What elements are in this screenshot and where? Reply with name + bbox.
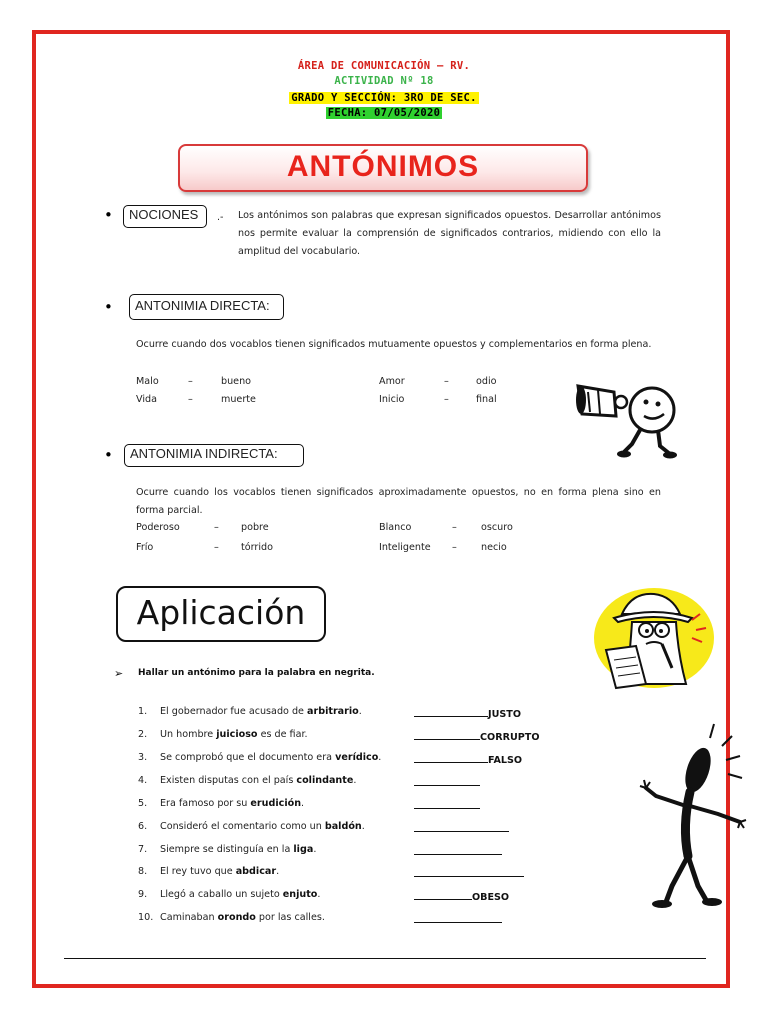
answer-field[interactable] [414,775,480,789]
pair-word-a: Malo [136,376,159,387]
answer-field[interactable] [414,912,502,926]
pair-dash: – [444,376,449,387]
page-title: ANTÓNIMOS [286,150,480,183]
answer-field[interactable]: CORRUPTO [414,729,540,743]
detective-character-icon [592,584,718,694]
question-item: 5. Era famoso por su erudición. [138,798,305,809]
header-grade [0,92,768,104]
pair-word-b: tórrido [241,542,273,553]
header-date-text: FECHA: 07/05/2020 [327,107,441,119]
header-grade-text: GRADO Y SECCIÓN: 3RO DE SEC. [291,92,477,104]
directa-text: Ocurre cuando dos vocablos tienen significados mutuamente opuestos y complementarios en forma plena. [136,339,652,350]
answer-field[interactable] [414,821,509,835]
question-item: 9. Llegó a caballo un sujeto enjuto. [138,889,321,900]
answer-field[interactable] [414,866,524,880]
nociones-text: Los antónimos son palabras que expresan significados opuestos. Desarrollar antónimos nos permite evaluar la comprensión de significados contrarios, midiendo con ello la amplitud del vocabulario. [238,210,661,257]
header-area: ÁREA DE COMUNICACIÓN – RV. [297,60,471,72]
stick-figure-icon [636,716,756,916]
bullet-icon: • [104,446,113,464]
question-item: 8. El rey tuvo que abdicar. [138,866,280,877]
antonimia-indirecta-tag: ANTONIMIA INDIRECTA: [124,444,304,467]
header-date [0,107,768,119]
pair-word-a: Vida [136,394,157,405]
pair-word-a: Frío [136,542,154,553]
pair-dash: – [214,522,219,533]
nociones-sep: .- [217,212,224,223]
nociones-tag: NOCIONES [123,205,207,228]
pair-dash: – [214,542,219,553]
pair-word-a: Blanco [379,522,412,533]
answer-field[interactable]: OBESO [414,889,509,903]
question-item: 7. Siempre se distinguía en la liga. [138,844,317,855]
pair-word-a: Poderoso [136,522,180,533]
bullet-icon: • [104,206,113,224]
question-item: 3. Se comprobó que el documento era verídico. [138,752,382,763]
indirecta-text: Ocurre cuando los vocablos tienen significados aproximadamente opuestos, no en forma plena sino en forma parcial. [136,487,661,516]
answer-field[interactable]: FALSO [414,752,522,766]
question-item: 6. Consideró el comentario como un baldón. [138,821,365,832]
pair-dash: – [452,542,457,553]
question-item: 4. Existen disputas con el país colindante. [138,775,357,786]
pair-word-a: Inicio [379,394,405,405]
pair-dash: – [188,376,193,387]
page-title-box [178,144,588,192]
arrow-bullet-icon: ➢ [114,667,124,680]
pair-word-b: odio [476,376,497,387]
question-item: 10. Caminaban orondo por las calles. [138,912,325,923]
answer-field[interactable] [414,798,480,812]
pair-dash: – [452,522,457,533]
telescope-character-icon [574,372,678,460]
pair-dash: – [444,394,449,405]
question-item: 2. Un hombre juicioso es de fiar. [138,729,308,740]
pair-word-b: necio [481,542,507,553]
answer-field[interactable] [414,844,502,858]
pair-dash: – [188,394,193,405]
pair-word-a: Amor [379,376,405,387]
answer-field[interactable]: JUSTO [414,706,521,720]
question-item: 1. El gobernador fue acusado de arbitrario. [138,706,362,717]
pair-word-b: pobre [241,522,269,533]
header-activity: ACTIVIDAD Nº 18 [334,75,434,87]
bullet-icon: • [104,298,113,316]
antonimia-directa-tag: ANTONIMIA DIRECTA: [129,294,284,320]
pair-word-a: Inteligente [379,542,431,553]
pair-word-b: final [476,394,497,405]
pair-word-b: bueno [221,376,252,387]
instruction-text: Hallar un antónimo para la palabra en negrita. [138,668,375,678]
footer-divider [64,958,706,959]
pair-word-b: oscuro [481,522,513,533]
aplicacion-heading-box [116,586,326,642]
aplicacion-heading: Aplicación [136,593,306,632]
pair-word-b: muerte [221,394,256,405]
